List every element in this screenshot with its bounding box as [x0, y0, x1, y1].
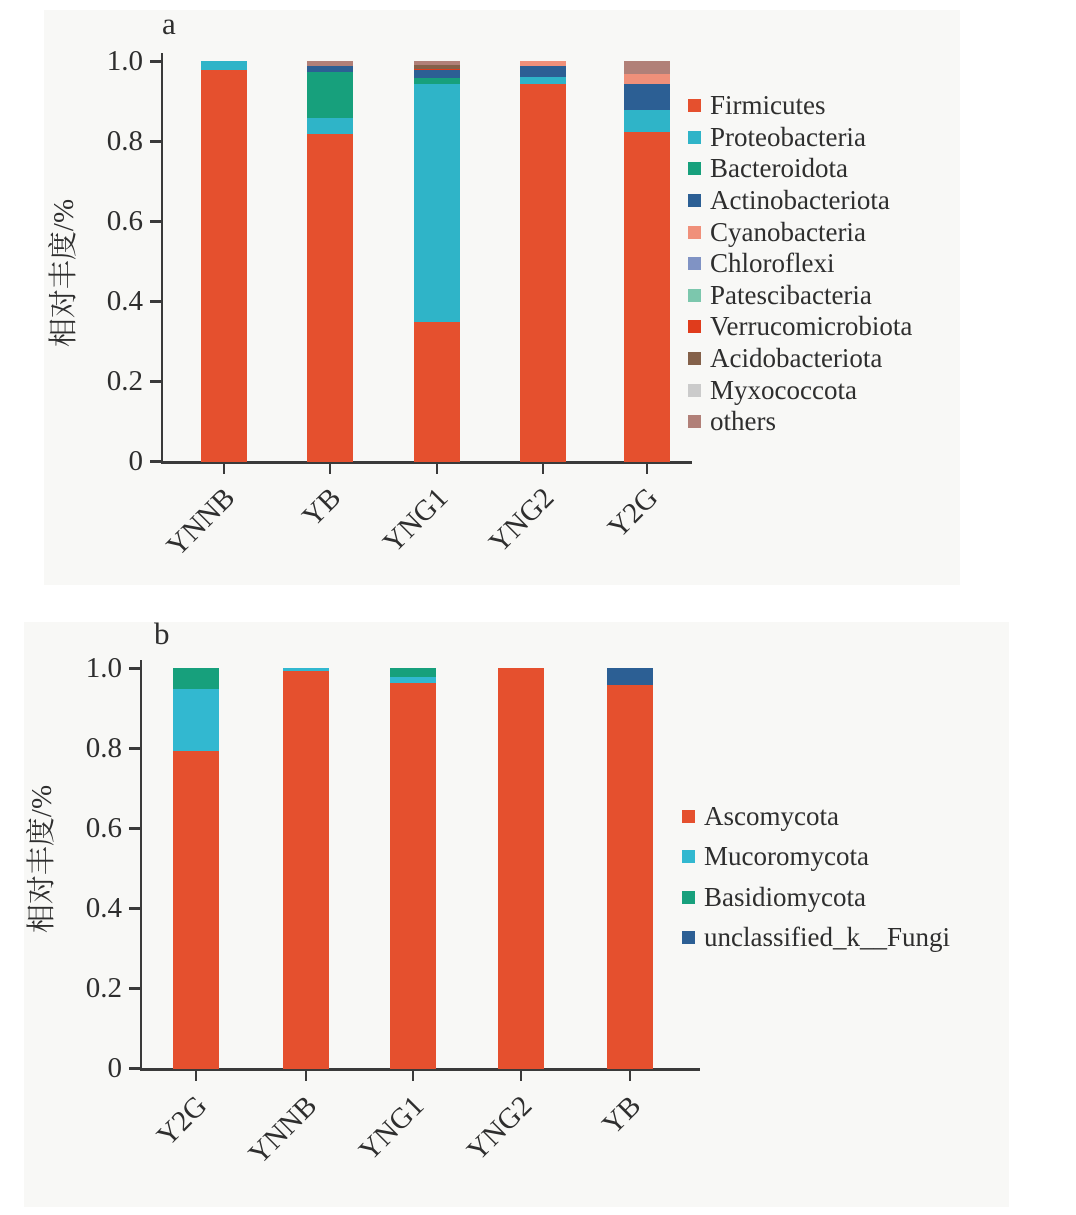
legend-swatch-icon [688, 384, 701, 397]
x-category-label: YB [596, 1089, 648, 1141]
chart-a-y-axis-title: 相对丰度/% [48, 198, 80, 348]
legend-label: unclassified_k__Fungi [704, 922, 950, 953]
legend-swatch-icon [688, 415, 701, 428]
legend-swatch-icon [688, 320, 701, 333]
y-tick-label: 0.4 [85, 892, 122, 924]
y-tick-label: 0.6 [85, 812, 122, 844]
y-tick-label: 1.0 [106, 45, 143, 77]
legend-label: Cyanobacteria [710, 216, 866, 247]
legend-item-Patescibacteria [688, 280, 912, 312]
legend-label: Ascomycota [704, 800, 839, 831]
legend-swatch-icon [688, 257, 701, 270]
legend-item-Mucoromycota [682, 837, 950, 878]
legend-item-Basidiomycota [682, 877, 950, 918]
legend-item-Firmicutes [688, 90, 912, 122]
legend-label: Acidobacteriota [710, 343, 883, 374]
y-tick-label: 1.0 [85, 652, 122, 684]
x-category-label: Y2G [601, 481, 665, 545]
x-category-label: YNG2 [460, 1089, 539, 1168]
legend-swatch-icon [688, 194, 701, 207]
chart-b-y-axis-title: 相对丰度/% [26, 784, 58, 934]
legend-label: others [710, 406, 776, 437]
legend-label: Basidiomycota [704, 881, 866, 912]
x-category-label: YNG1 [352, 1089, 431, 1168]
x-category-label: YNNB [242, 1089, 324, 1171]
y-tick-label: 0.8 [85, 732, 122, 764]
y-tick-label: 0.6 [106, 205, 143, 237]
chart-b-legend [682, 796, 950, 958]
legend-item-Chloroflexi [688, 248, 912, 280]
legend-item-others [688, 406, 912, 438]
legend-label: Patescibacteria [710, 279, 872, 310]
legend-item-Myxococcota [688, 374, 912, 406]
legend-swatch-icon [682, 810, 695, 823]
legend-swatch-icon [688, 131, 701, 144]
y-tick-label: 0 [128, 445, 143, 477]
y-tick-label: 0.2 [85, 972, 122, 1004]
legend-item-Actinobacteriota [688, 185, 912, 217]
legend-item-Bacteroidota [688, 153, 912, 185]
x-category-label: YNG2 [482, 481, 561, 560]
chart-a-legend [688, 90, 912, 438]
panel-a-label: a [162, 6, 176, 41]
legend-swatch-icon [688, 226, 701, 239]
legend-item-Ascomycota [682, 796, 950, 837]
y-tick-label: 0 [107, 1052, 122, 1084]
y-tick-label: 0.8 [106, 125, 143, 157]
legend-swatch-icon [688, 289, 701, 302]
legend-swatch-icon [682, 931, 695, 944]
legend-item-Acidobacteriota [688, 343, 912, 375]
x-category-label: YNG1 [376, 481, 455, 560]
legend-label: Proteobacteria [710, 121, 866, 152]
legend-label: Firmicutes [710, 90, 826, 121]
legend-swatch-icon [688, 352, 701, 365]
x-category-label: YB [296, 481, 348, 533]
legend-item-unclassified_k__Fungi [682, 918, 950, 959]
legend-label: Mucoromycota [704, 841, 869, 872]
legend-label: Actinobacteriota [710, 185, 890, 216]
legend-label: Myxococcota [710, 374, 857, 405]
legend-item-Cyanobacteria [688, 216, 912, 248]
legend-label: Bacteroidota [710, 153, 848, 184]
x-category-label: Y2G [150, 1089, 214, 1153]
legend-swatch-icon [682, 891, 695, 904]
legend-swatch-icon [688, 99, 701, 112]
legend-label: Chloroflexi [710, 248, 835, 279]
legend-item-Verrucomicrobiota [688, 311, 912, 343]
legend-item-Proteobacteria [688, 122, 912, 154]
panel-b-label: b [154, 616, 170, 651]
y-tick-label: 0.2 [106, 365, 143, 397]
legend-swatch-icon [682, 850, 695, 863]
legend-swatch-icon [688, 162, 701, 175]
x-category-label: YNNB [160, 481, 242, 563]
legend-label: Verrucomicrobiota [710, 311, 913, 342]
y-tick-label: 0.4 [106, 285, 143, 317]
